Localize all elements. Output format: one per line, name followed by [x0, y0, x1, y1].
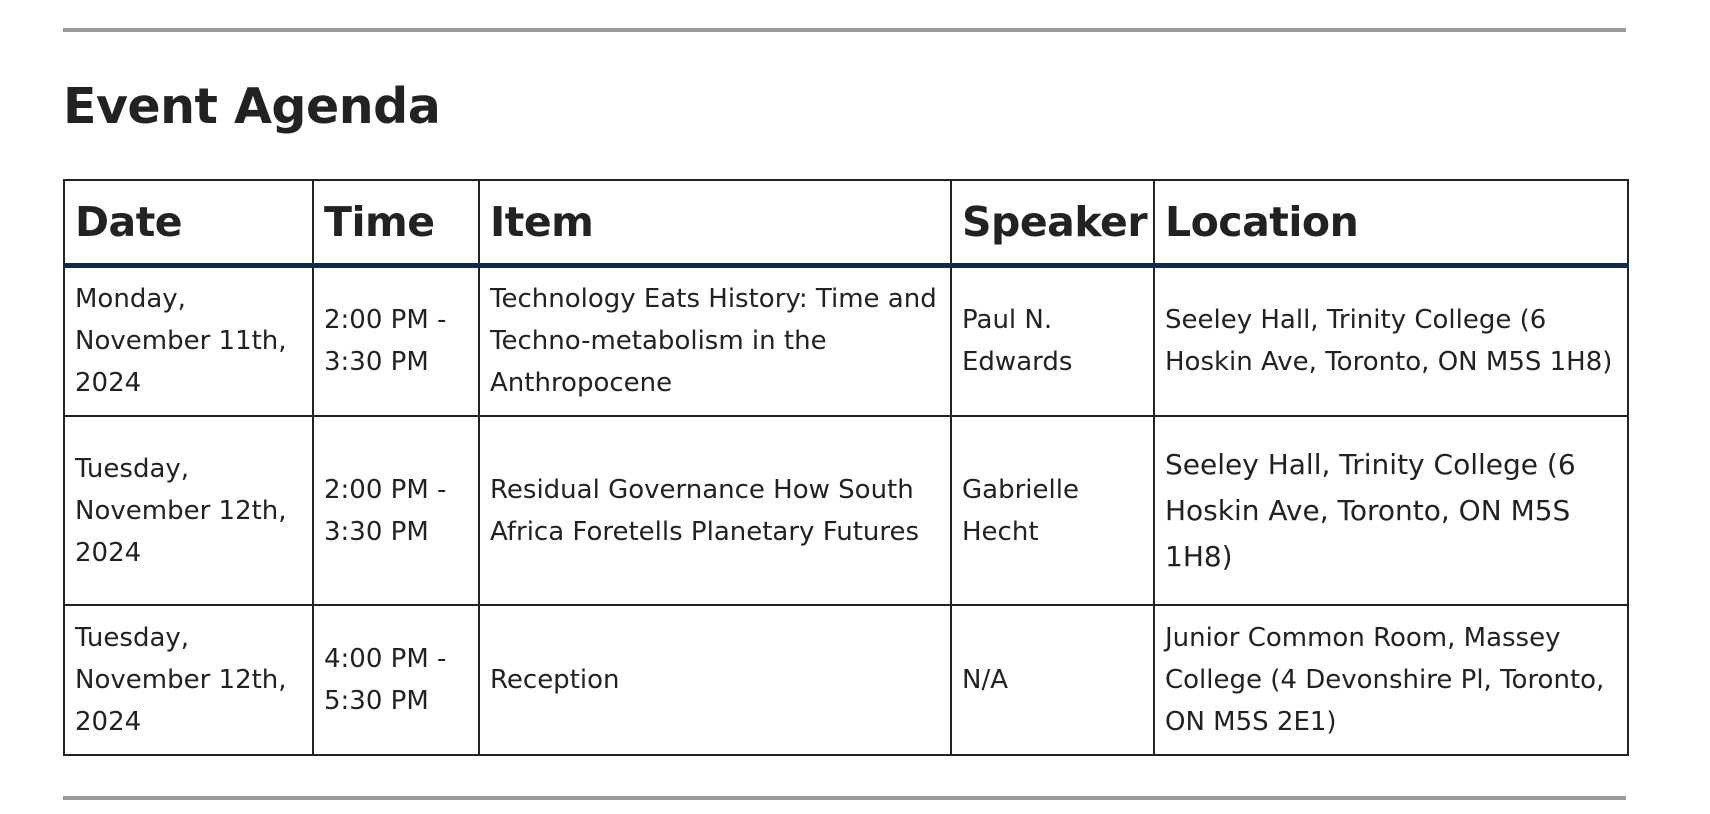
- cell-date: Monday, November 11th, 2024: [64, 265, 313, 416]
- agenda-table: [63, 179, 1629, 756]
- column-header-speaker: Speaker: [951, 180, 1154, 265]
- cell-time: 4:00 PM - 5:30 PM: [313, 605, 479, 755]
- cell-time: 2:00 PM - 3:30 PM: [313, 265, 479, 416]
- cell-location: Seeley Hall, Trinity College (6 Hoskin Ave, Toronto, ON M5S 1H8): [1154, 416, 1628, 605]
- cell-date: Tuesday, November 12th, 2024: [64, 605, 313, 755]
- top-divider: [63, 28, 1626, 32]
- column-header-location: Location: [1154, 180, 1628, 265]
- bottom-divider: [63, 796, 1626, 800]
- column-header-time: Time: [313, 180, 479, 265]
- cell-time: 2:00 PM - 3:30 PM: [313, 416, 479, 605]
- cell-speaker: Gabrielle Hecht: [951, 416, 1154, 605]
- page-title: Event Agenda: [63, 78, 441, 135]
- cell-item: Reception: [479, 605, 951, 755]
- column-header-date: Date: [64, 180, 313, 265]
- cell-speaker: N/A: [951, 605, 1154, 755]
- cell-date: Tuesday, November 12th, 2024: [64, 416, 313, 605]
- table-row: [64, 416, 1628, 605]
- table-row: [64, 265, 1628, 416]
- cell-speaker: Paul N. Edwards: [951, 265, 1154, 416]
- cell-item: Technology Eats History: Time and Techno-metabolism in the Anthropocene: [479, 265, 951, 416]
- cell-item: Residual Governance How South Africa Foretells Planetary Futures: [479, 416, 951, 605]
- cell-location: Junior Common Room, Massey College (4 Devonshire Pl, Toronto, ON M5S 2E1): [1154, 605, 1628, 755]
- column-header-item: Item: [479, 180, 951, 265]
- table-header-row: [64, 180, 1628, 265]
- cell-location: Seeley Hall, Trinity College (6 Hoskin Ave, Toronto, ON M5S 1H8): [1154, 265, 1628, 416]
- table-row: [64, 605, 1628, 755]
